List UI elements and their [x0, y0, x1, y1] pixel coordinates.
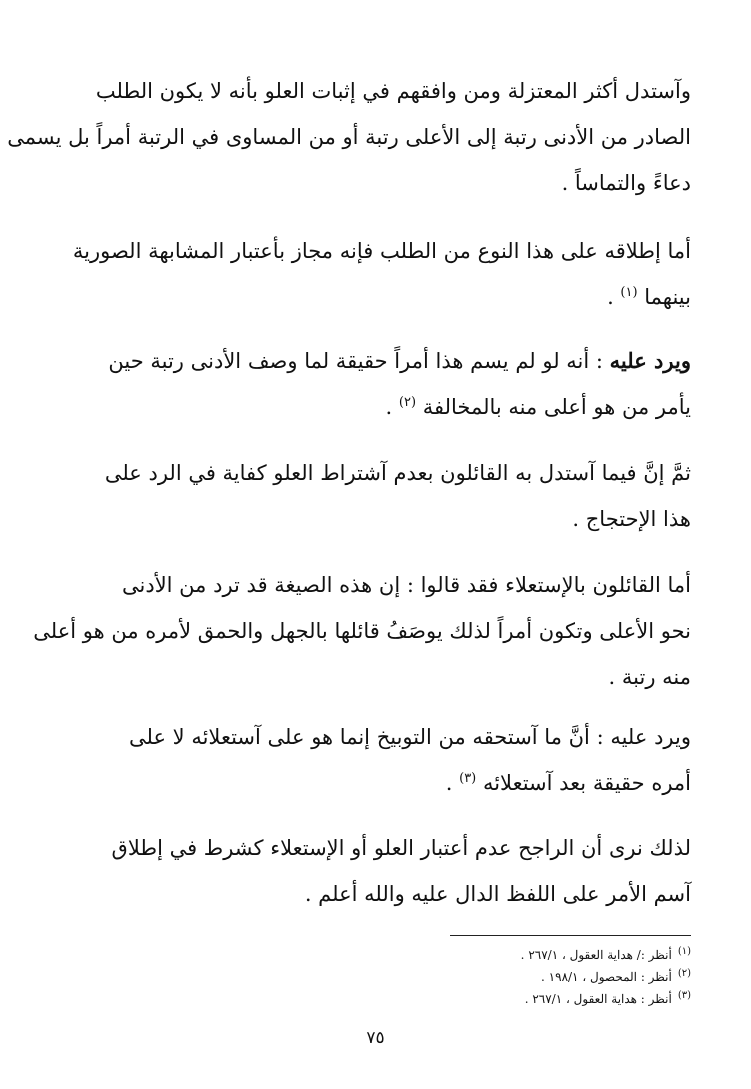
text-line: لذلك نرى أن الراجح عدم أعتبار العلو أو الإستعلاء كشرط في إطلاق [111, 836, 691, 860]
paragraph-1 [7, 68, 691, 206]
footnotes [300, 944, 691, 1010]
text-line: الصادر من الأدنى رتبة إلى الأعلى رتبة أو من المساوى في الرتبة أمراً بل يسمى [7, 125, 691, 149]
bold-lead: ويرد عليه [609, 348, 691, 373]
text-line: ويرد عليه : أنَّ ما آستحقه من التوبيخ إنما هو على آستعلائه لا على [129, 725, 691, 749]
paragraph-7 [80, 825, 691, 917]
footnote-ref: (١) [620, 285, 638, 300]
text-line: أما إطلاقه على هذا النوع من الطلب فإنه مجاز بأعتبار المشابهة الصورية [72, 239, 691, 263]
text-line [80, 338, 691, 384]
text-line: هذا الإحتجاج . [572, 507, 691, 531]
footnote-number: (٢) [677, 968, 691, 979]
footnote-text: أنظر : هداية العقول ، ٢٦٧/١ . [524, 992, 672, 1006]
text-line: آسم الأمر على اللفظ الدال عليه والله أعلم . [304, 882, 691, 906]
text-line-with-footnote [80, 760, 691, 806]
text-line: ثمَّ إنَّ فيما آستدل به القائلون بعدم آشتراط العلو كفاية في الرد على [104, 461, 691, 485]
text-fragment: : أنه لو لم يسم هذا أمراً حقيقة لما وصف الأدنى رتبة حين [108, 349, 610, 373]
page-number: ٧٥ [366, 1028, 385, 1048]
footnote-number: (١) [677, 946, 691, 957]
text-fragment: . [445, 771, 460, 795]
paragraph-6 [80, 714, 691, 806]
paragraph-3 [80, 338, 691, 430]
paragraph-5 [33, 562, 691, 700]
paragraph-4 [80, 450, 691, 542]
footnote-ref: (٣) [459, 771, 477, 786]
text-line: وآستدل أكثر المعتزلة ومن وافقهم في إثبات العلو بأنه لا يكون الطلب [95, 79, 691, 103]
text-fragment: . [385, 395, 399, 419]
text-fragment: . [607, 285, 621, 309]
footnote [300, 988, 691, 1010]
footnote-number: (٣) [677, 990, 691, 1001]
text-line: منه رتبة . [608, 665, 691, 689]
footnote-text: أنظر :/ هداية العقول ، ٢٦٧/١ . [520, 948, 672, 962]
footnote-text: أنظر : المحصول ، ١٩٨/١ . [541, 970, 672, 984]
footnote-ref: (٢) [398, 395, 417, 410]
text-fragment: يأمر من هو أعلى منه بالمخالفة [422, 395, 691, 419]
text-line-with-footnote [80, 274, 691, 320]
text-fragment: بينهما [644, 285, 691, 309]
paragraph-2 [72, 228, 691, 320]
text-fragment: أمره حقيقة بعد آستعلائه [482, 771, 691, 795]
footnote-separator [450, 935, 691, 936]
footnote [300, 966, 691, 988]
footnote [300, 944, 691, 966]
text-line: دعاءً والتماساً . [561, 171, 691, 195]
text-line: أما القائلون بالإستعلاء فقد قالوا : إن هذه الصيغة قد ترد من الأدنى [122, 573, 691, 597]
text-line-with-footnote [80, 384, 691, 430]
text-line: نحو الأعلى وتكون أمراً لذلك يوصَفُ قائلها بالجهل والحمق لأمره من هو أعلى [33, 619, 691, 643]
